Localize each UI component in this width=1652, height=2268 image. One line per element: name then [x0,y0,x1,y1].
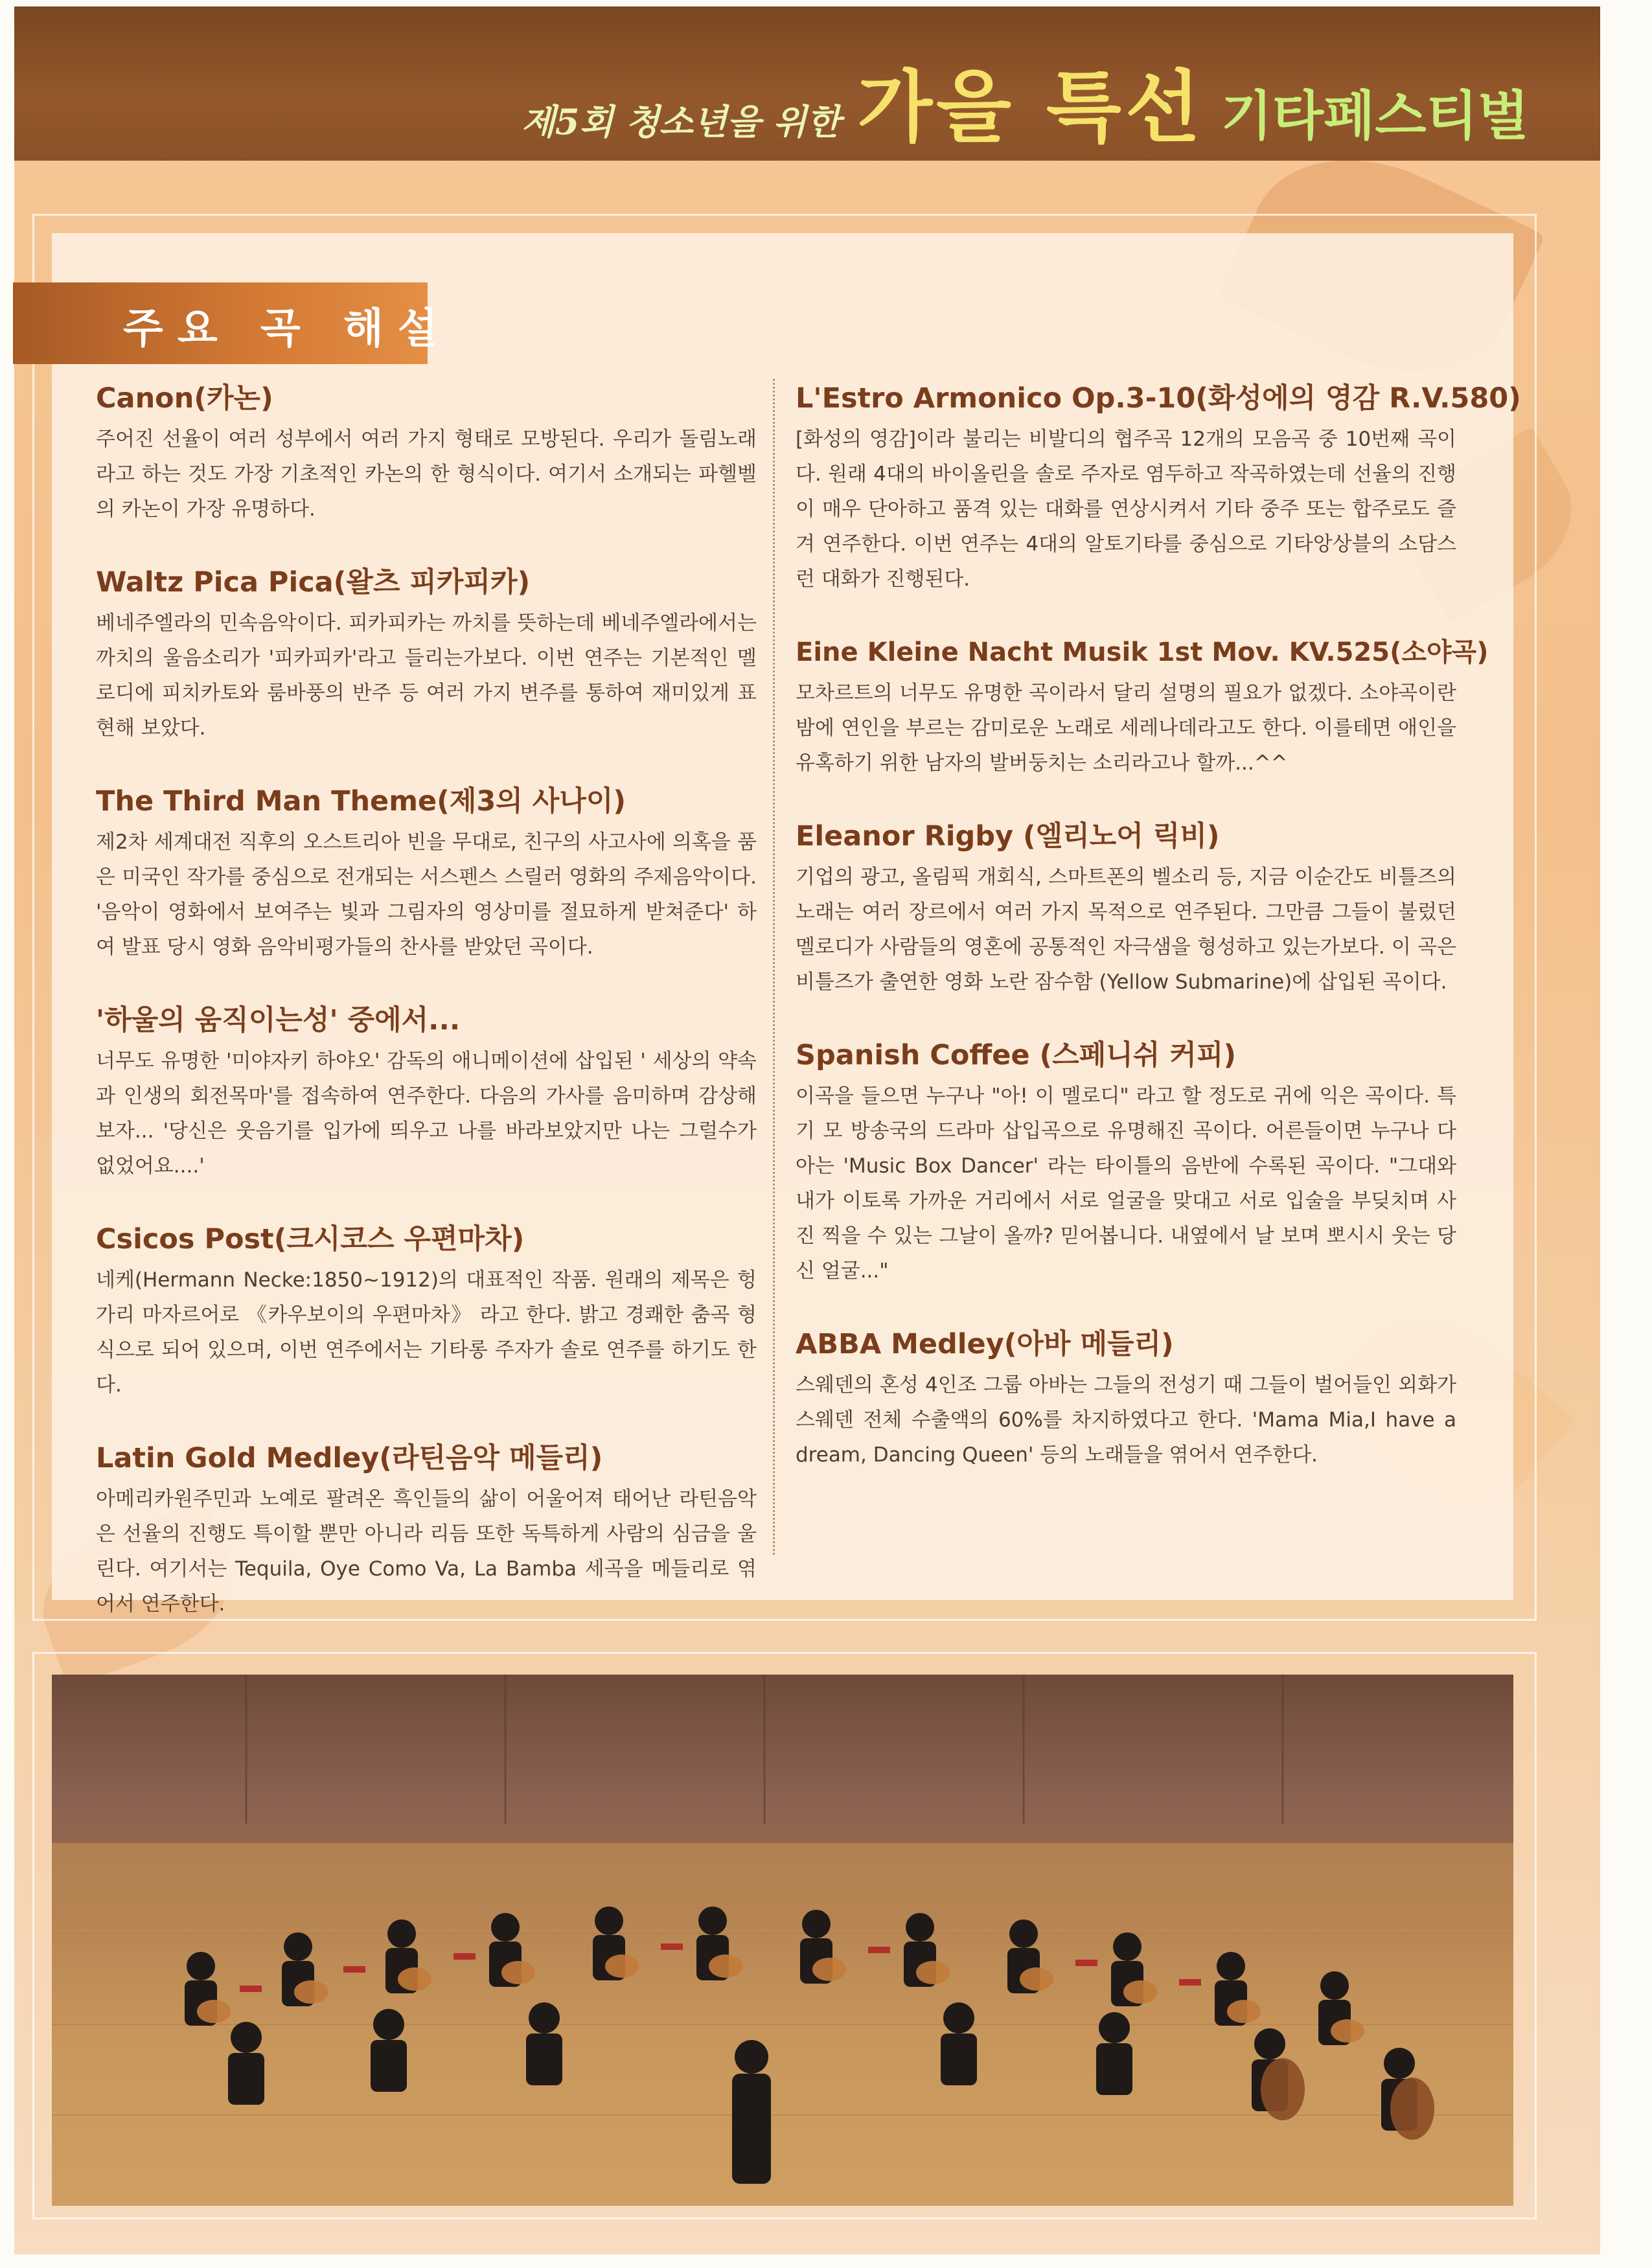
song-title: Csicos Post(크시코스 우편마차) [96,1223,525,1255]
song-title: Latin Gold Medley(라틴음악 메들리) [96,1442,603,1474]
song-description: 제2차 세계대전 직후의 오스트리아 빈을 무대로, 친구의 사고사에 의혹을 품은 미국인 작가를 중심으로 전개되는 서스펜스 스릴러 영화의 주제음악이다. '음악이 영화에서 보여주는 빛과 그림자의 영상미를 절묘하게 받쳐준다' 하여 발표 당시 영화 음악비평가들의 찬사를 받았던 곡이다. [96,830,757,959]
song-title: Waltz Pica Pica(왈츠 피카피카) [96,566,531,599]
song-entry [796,1325,1456,1472]
song-title: Canon(카논) [96,382,273,415]
song-title: ABBA Medley(아바 메들리) [796,1328,1174,1360]
left-column [96,379,757,1658]
song-title: Eine Kleine Nacht Musik 1st Mov. KV.525(소야곡) [796,637,1489,667]
song-entry [96,782,757,965]
song-description: 스웨덴의 혼성 4인조 그룹 아바는 그들의 전성기 때 그들이 벌어들인 외화가 스웨덴 전체 수출액의 60%를 차지하였다고 한다. 'Mama Mia,I have a dream, Dancing Queen' 등의 노래들을 엮어서 연주한다. [796,1373,1456,1467]
song-title: Eleanor Rigby (엘리노어 릭비) [796,820,1220,853]
song-entry [796,817,1456,1000]
song-title: The Third Man Theme(제3의 사나이) [96,785,626,818]
edition-label: 제5회 청소년을 위한 [521,101,841,143]
festival-name: 기타페스티벌 [1221,86,1529,147]
song-entry [796,1036,1456,1289]
song-description: 너무도 유명한 '미야자키 하야오' 감독의 애니메이션에 삽입된 ' 세상의 약속과 인생의 회전목마'를 접속하여 연주한다. 다음의 가사를 음미하며 감상해 보자... '당신은 웃음기를 입가에 띄우고 나를 바라보았지만 나는 그럴수가 없었어요....' [96,1049,757,1178]
song-title: Spanish Coffee (스페니쉬 커피) [796,1039,1237,1071]
song-description: 아메리카원주민과 노예로 팔려온 흑인들의 삶이 어울어져 태어난 라틴음악은 선율의 진행도 특이할 뿐만 아니라 리듬 또한 독특하게 사람의 심금을 울린다. 여기서는 Tequila, Oye Como Va, La Bamba 세곡을 메들리로 엮어서 연주한다. [96,1487,757,1616]
song-description: [화성의 영감]이라 불리는 비발디의 협주곡 12개의 모음곡 중 10번째 곡이다. 원래 4대의 바이올린을 솔로 주자로 염두하고 작곡하였는데 선율의 진행이 매우 단아하고 품격 있는 대화를 연상시켜서 기타 중주 또는 합주로도 즐겨 연주한다. 이번 연주는 4대의 알토기타를 중심으로 기타앙상블의 소담스런 대화가 진행된다. [796,428,1456,591]
song-description: 주어진 선율이 여러 성부에서 여러 가지 형태로 모방된다. 우리가 돌림노래라고 하는 것도 가장 기초적인 카논의 한 형식이다. 여기서 소개되는 파헬벨의 카논이 가장 유명하다. [96,428,757,521]
song-description: 베네주엘라의 민속음악이다. 피카피카는 까치를 뜻하는데 베네주엘라에서는 까치의 울음소리가 '피카피카'라고 들리는가보다. 이번 연주는 기본적인 멜로디에 피치카토와 룸바풍의 반주 등 여러 가지 변주를 통하여 재미있게 표현해 보았다. [96,612,757,740]
section-title: 주요 곡 해설 [123,305,452,353]
guitar-orchestra-stage-image [52,1675,1513,2206]
song-description: 기업의 광고, 올림픽 개회식, 스마트폰의 벨소리 등, 지금 이순간도 비틀즈의 노래는 여러 장르에서 여러 가지 목적으로 연주된다. 그만큼 그들이 불렀던 멜로디가 사람들의 영혼에 공통적인 자극샘을 형성하고 있는가보다. 이 곡은 비틀즈가 출연한 영화 노란 잠수함 (Yellow Submarine)에 삽입된 곡이다. [796,865,1456,994]
header-bar [14,6,1600,161]
song-title: L'Estro Armonico Op.3-10(화성에의 영감 R.V.580) [796,382,1521,415]
song-entry [796,379,1521,597]
song-title: '하울의 움직이는성' 중에서... [96,1004,461,1037]
song-entry [96,1001,757,1184]
column-divider [773,379,775,1555]
festival-title [521,45,1529,153]
song-entry [96,1439,757,1621]
song-description: 네케(Hermann Necke:1850~1912)의 대표적인 작품. 원래의 제목은 헝가리 마자르어로 《카우보이의 우편마차》 라고 한다. 밝고 경쾌한 춤곡 형식으로 되어 있으며, 이번 연주에서는 기타롱 주자가 솔로 연주를 하기도 한다. [96,1268,757,1397]
right-column [796,379,1521,1509]
song-entry [96,1220,757,1403]
headline: 가을 특선 [857,63,1204,153]
concert-photo [52,1675,1513,2206]
song-description: 모차르트의 너무도 유명한 곡이라서 달리 설명의 필요가 없겠다. 소야곡이란 밤에 연인을 부르는 감미로운 노래로 세레나데라고도 한다. 이를테면 애인을 유혹하기 위한 남자의 발버둥치는 소리라고나 할까...^^ [796,682,1456,775]
song-entry [96,379,757,527]
song-description: 이곡을 들으면 누구나 "아! 이 멜로디" 라고 할 정도로 귀에 익은 곡이다. 특기 모 방송국의 드라마 삽입곡으로 유명해진 곡이다. 어른들이면 누구나 다 아는 'Music Box Dancer' 라는 타이틀의 음반에 수록된 곡이다. "그대와 내가 이토록 가까운 거리에서 서로 얼굴을 맞대고 서로 입술을 부딪치며 사진 찍을 수 있는 그날이 올까? 믿어봅니다. 내옆에서 날 보며 뽀시시 웃는 당신 얼굴..." [796,1084,1456,1283]
song-entry [96,563,757,746]
song-entry [796,633,1489,781]
